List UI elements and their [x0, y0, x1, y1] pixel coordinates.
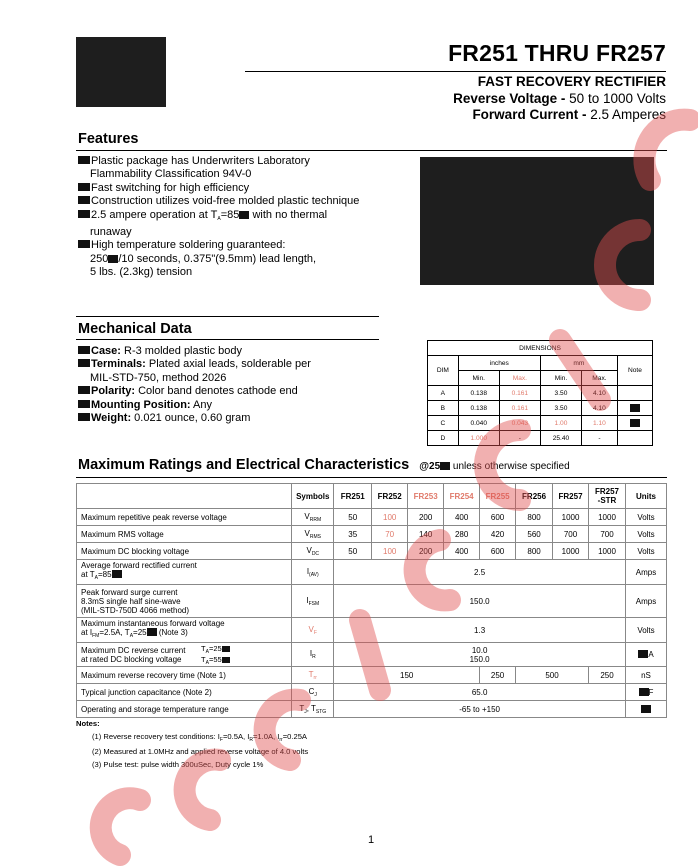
features-list: Plastic package has Underwriters Laboratory Flammability Classification 94V-0 Fast switching for high efficiency Construction utilizes void-free molded plastic technique 2.5 ampere operation at $T_A=85$ with no thermal runaway High temperature soldering guaranteed: 250 /10 seconds, 0.375"(9.5mm) lead length, 5 lbs. (2.3kg) tension: [78, 155, 359, 280]
page-number: 1: [368, 834, 375, 846]
table-row: Typical junction capacitance (Note 2) $C_J$ 65.0 F: [77, 684, 667, 701]
product-subtitle: FAST RECOVERY RECTIFIER: [477, 74, 666, 89]
notes: Notes: (1) Reverse recovery test conditions: $I_F=0.5A$, $I_R=1.0A$, $I_{rr}=0.25A$ (2) Measured at 1.0MHz and applied reverse voltage of 4.0 volts (3) Pulse test: pulse width 300uSec, Duty cycle 1%: [76, 719, 309, 769]
table-row: C 0.040 0.043 1.00 1.10: [428, 416, 653, 431]
mechanical-heading: Mechanical Data: [78, 321, 192, 337]
table-row: B 0.138 0.161 3.50 4.10: [428, 401, 653, 416]
table-row: Average forward rectified current at $T_A=85$ $I_{(AV)}$ 2.5 Amps: [77, 560, 667, 585]
table-row: D 1.000 - 25.40 -: [428, 431, 653, 446]
table-row: Maximum repetitive peak reverse voltage $V_{RRM}$ 50 100 200 400 600 800 1000 1000 Volts: [77, 509, 667, 526]
reverse-voltage: Reverse Voltage - 50 to 1000 Volts: [453, 91, 666, 106]
features-heading: Features: [78, 131, 139, 147]
table-header-row: Symbols FR251 FR252 FR253 FR254 FR255 FR256 FR257 FR257 -STR Units: [77, 484, 667, 509]
forward-current: Forward Current - 2.5 Amperes: [472, 107, 666, 122]
table-row: Peak forward surge current 8.3mS single half sine-wave (MIL-STD-750D 4066 method) $I_{FSM}$ 150.0 Amps: [77, 585, 667, 618]
table-row: Maximum DC blocking voltage $V_{DC}$ 50 100 200 400 600 800 1000 1000 Volts: [77, 543, 667, 560]
table-row: Maximum DC reverse current at rated DC blocking voltage $T_A=25$ $T_A=55$ $I_R$ 10.0 150.0 A: [77, 643, 667, 667]
dimensions-table: DIMENSIONS DIM inches mm Note Min. Max. Min. Max. A 0.138 0.161 3.50 4.10 B 0.138 0.161 3.50 4.10 C 0.040 0.043 1.00 1.10 D 1.000 - 25.40 -: [427, 340, 653, 446]
page-title: FR251 THRU FR257: [448, 40, 666, 66]
table-row: A 0.138 0.161 3.50 4.10: [428, 386, 653, 401]
table-row: Operating and storage temperature range $T_J$, $T_{STG}$ -65 to +150: [77, 701, 667, 718]
table-row: Maximum RMS voltage $V_{RMS}$ 35 70 140 280 420 560 700 700 Volts: [77, 526, 667, 543]
ratings-heading: Maximum Ratings and Electrical Characteristics @25 unless otherwise specified: [78, 457, 570, 473]
mechanical-list: Case: R-3 molded plastic body Terminals: Plated axial leads, solderable per MIL-STD-750, method 2026 Polarity: Color band denotes cathode end Mounting Position: Any Weight: 0.021 ounce, 0.60 gram: [78, 345, 311, 425]
table-row: Maximum instantaneous forward voltage at $I_{FM}=2.5A$, $T_A=25$ (Note 3) $V_F$ 1.3 Volts: [77, 618, 667, 643]
table-row: Maximum reverse recovery time (Note 1) $T_{rr}$ 150 250 500 250 nS: [77, 667, 667, 684]
